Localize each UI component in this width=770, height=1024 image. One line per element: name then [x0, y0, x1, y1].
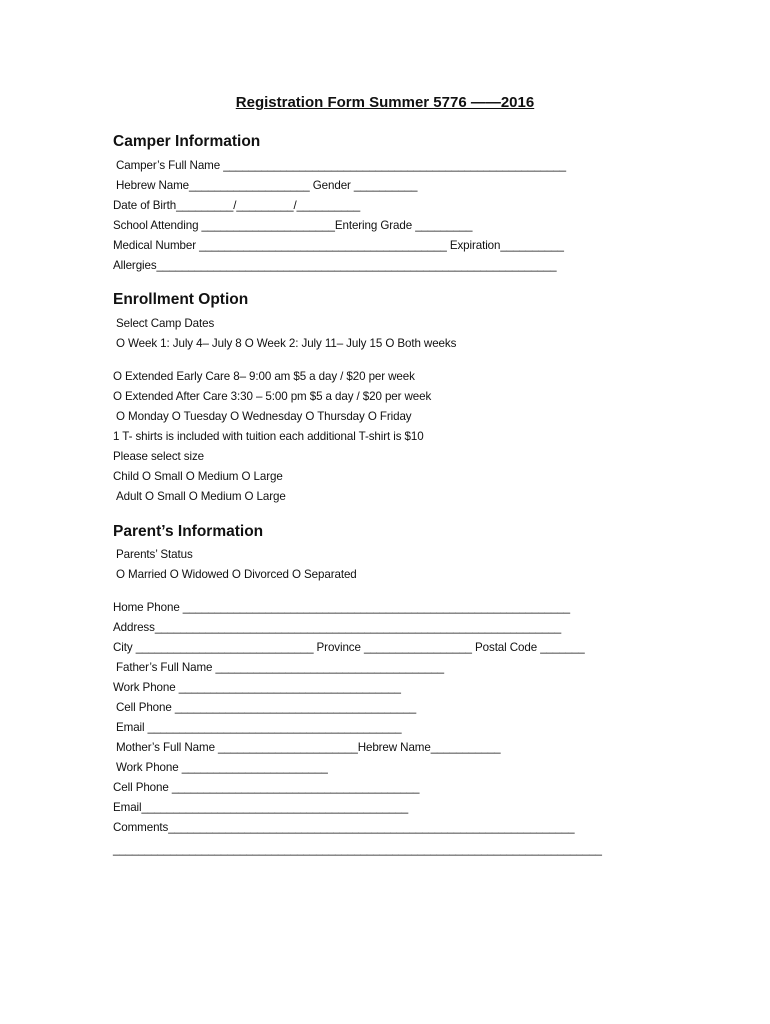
father-email-line: Email ________________________________________: [116, 721, 402, 734]
father-work-phone-line: Work Phone ___________________________________: [113, 681, 401, 694]
mother-full-name-line: Mother’s Full Name ______________________Hebrew Name___________: [116, 741, 501, 754]
hebrew-name-gender-line: Hebrew Name___________________ Gender __________: [116, 179, 418, 192]
select-size-label: Please select size: [113, 450, 204, 463]
extended-early-care-option: O Extended Early Care 8– 9:00 am $5 a day / $20 per week: [113, 370, 415, 383]
father-cell-phone-line: Cell Phone ______________________________________: [116, 701, 417, 714]
date-of-birth-line: Date of Birth_________/_________/__________: [113, 199, 361, 212]
camper-full-name-line: Camper’s Full Name ______________________________________________________: [116, 159, 566, 172]
adult-size-options: Adult O Small O Medium O Large: [116, 490, 286, 503]
parents-information-heading: Parent’s Information: [113, 523, 264, 540]
weekday-options: O Monday O Tuesday O Wednesday O Thursday O Friday: [116, 410, 412, 423]
mother-email-line: Email__________________________________________: [113, 801, 409, 814]
comments-continuation-line: _____________________________________________________________________________: [113, 843, 602, 856]
mother-cell-phone-line: Cell Phone _______________________________________: [113, 781, 420, 794]
child-size-options: Child O Small O Medium O Large: [113, 470, 283, 483]
parents-status-options: O Married O Widowed O Divorced O Separated: [116, 568, 357, 581]
parents-status-label: Parents’ Status: [116, 548, 193, 561]
mother-work-phone-line: Work Phone _______________________: [116, 761, 328, 774]
enrollment-option-heading: Enrollment Option: [113, 291, 249, 308]
select-camp-dates-label: Select Camp Dates: [116, 317, 215, 330]
home-phone-line: Home Phone _____________________________________________________________: [113, 601, 571, 614]
city-province-postal-line: City ____________________________ Province _________________ Postal Code _______: [113, 641, 585, 654]
extended-after-care-option: O Extended After Care 3:30 – 5:00 pm $5 a day / $20 per week: [113, 390, 432, 403]
camp-weeks-options: O Week 1: July 4– July 8 O Week 2: July 11– July 15 O Both weeks: [116, 337, 457, 350]
medical-number-line: Medical Number _______________________________________ Expiration__________: [113, 239, 564, 252]
comments-line: Comments________________________________________________________________: [113, 821, 575, 834]
address-line: Address________________________________________________________________: [113, 621, 562, 634]
school-grade-line: School Attending _____________________Entering Grade _________: [113, 219, 473, 232]
camper-information-heading: Camper Information: [113, 133, 261, 150]
tshirt-note: 1 T- shirts is included with tuition each additional T-shirt is $10: [113, 430, 424, 443]
father-full-name-line: Father’s Full Name ____________________________________: [116, 661, 444, 674]
form-title: Registration Form Summer 5776 ——2016: [235, 94, 535, 111]
allergies-line: Allergies_______________________________________________________________: [113, 259, 557, 272]
